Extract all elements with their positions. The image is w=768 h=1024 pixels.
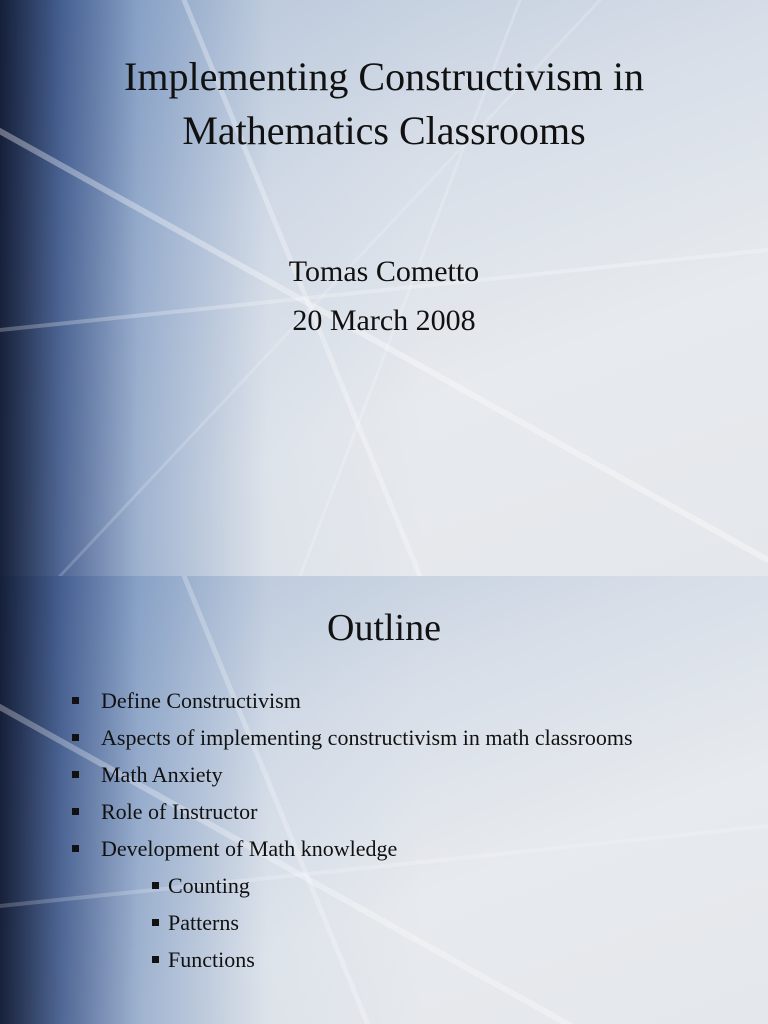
- bullet-text: Counting: [168, 873, 250, 898]
- outline-bullet-list: [72, 686, 672, 982]
- presentation-date: 20 March 2008: [292, 304, 476, 337]
- outline-slide: [0, 576, 768, 1024]
- bullet-text: Define Constructivism: [101, 688, 301, 713]
- bullet-marker: [152, 882, 159, 889]
- sub-bullet-item: [72, 908, 672, 938]
- title-line-1: Implementing Constructivism in: [124, 54, 644, 99]
- bullet-marker: [152, 919, 159, 926]
- bullet-item: [72, 760, 672, 790]
- slide-title: [0, 50, 768, 158]
- sub-bullet-item: [72, 871, 672, 901]
- bullet-marker: [72, 771, 79, 778]
- bullet-marker: [152, 956, 159, 963]
- outline-title: Outline: [327, 607, 441, 649]
- title-line-2: Mathematics Classrooms: [182, 108, 586, 153]
- slide-subtitle: [0, 247, 768, 345]
- author-name: Tomas Cometto: [288, 255, 480, 288]
- bullet-text: Math Anxiety: [101, 762, 223, 787]
- bullet-text: Aspects of implementing constructivism in math classrooms: [101, 725, 633, 750]
- bullet-text: Patterns: [168, 910, 239, 935]
- bullet-marker: [72, 845, 79, 852]
- bullet-text: Functions: [168, 947, 255, 972]
- bullet-item: [72, 686, 672, 716]
- bullet-item: [72, 834, 672, 864]
- bullet-item: [72, 723, 672, 753]
- bullet-marker: [72, 734, 79, 741]
- bullet-marker: [72, 697, 79, 704]
- bullet-marker: [72, 808, 79, 815]
- sub-bullet-item: [72, 945, 672, 975]
- bullet-text: Role of Instructor: [101, 799, 258, 824]
- bullet-text: Development of Math knowledge: [101, 836, 398, 861]
- bullet-item: [72, 797, 672, 827]
